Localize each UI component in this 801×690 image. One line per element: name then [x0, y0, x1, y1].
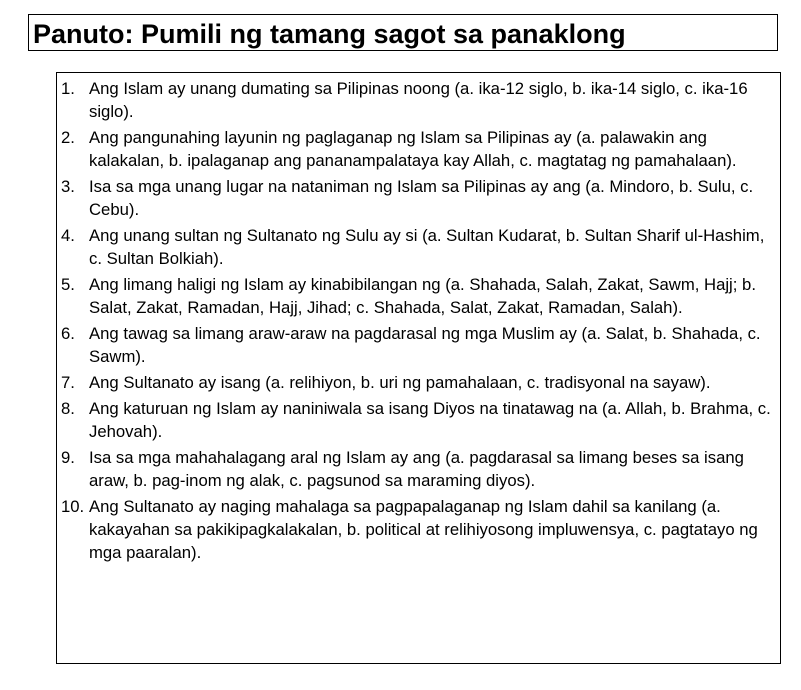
question-item [57, 224, 780, 270]
question-number: 7. [61, 373, 75, 392]
question-number: 5. [61, 275, 75, 294]
instructions-title: Panuto: Pumili ng tamang sagot sa panaklong [33, 19, 626, 49]
question-text: Ang unang sultan ng Sultanato ng Sulu ay si (a. Sultan Kudarat, b. Sultan Sharif ul-Hashim, c. Sultan Bolkiah). [89, 226, 765, 268]
question-number: 2. [61, 128, 75, 147]
question-item [57, 397, 780, 443]
question-item [57, 77, 780, 123]
question-list [57, 73, 780, 564]
question-item [57, 371, 780, 394]
question-number: 6. [61, 324, 75, 343]
question-item [57, 495, 780, 564]
question-number: 10. [61, 497, 85, 516]
question-text: Ang Sultanato ay isang (a. relihiyon, b. uri ng pamahalaan, c. tradisyonal na sayaw). [89, 373, 711, 392]
question-item [57, 126, 780, 172]
question-text: Ang tawag sa limang araw-araw na pagdarasal ng mga Muslim ay (a. Salat, b. Shahada, c. Sawm). [89, 324, 761, 366]
question-text: Ang limang haligi ng Islam ay kinabibilangan ng (a. Shahada, Salah, Zakat, Sawm, Hajj; b. Salat, Zakat, Ramadan, Hajj, Jihad; c. Shahada, Salat, Zakat, Ramadan, Salah). [89, 275, 756, 317]
question-item [57, 322, 780, 368]
question-text: Isa sa mga mahahalagang aral ng Islam ay ang (a. pagdarasal sa limang beses sa isang araw, b. pag-inom ng alak, c. pagsunod sa maraming diyos). [89, 448, 744, 490]
question-number: 1. [61, 79, 75, 98]
question-item [57, 273, 780, 319]
question-text: Ang pangunahing layunin ng paglaganap ng Islam sa Pilipinas ay (a. palawakin ang kalakalan, b. ipalaganap ang pananampalataya kay Allah, c. magtatag ng pamahalaan). [89, 128, 737, 170]
question-number: 4. [61, 226, 75, 245]
instructions-box [28, 14, 778, 51]
question-item [57, 175, 780, 221]
question-item [57, 446, 780, 492]
questions-box [56, 72, 781, 664]
question-number: 3. [61, 177, 75, 196]
question-text: Ang katuruan ng Islam ay naniniwala sa isang Diyos na tinatawag na (a. Allah, b. Brahma, c. Jehovah). [89, 399, 771, 441]
question-number: 9. [61, 448, 75, 467]
question-number: 8. [61, 399, 75, 418]
question-text: Ang Sultanato ay naging mahalaga sa pagpapalaganap ng Islam dahil sa kanilang (a. kakayahan sa pakikipagkalakalan, b. political at relihiyosong impluwensya, c. pagtatayo ng mga paaralan). [89, 497, 758, 562]
question-text: Isa sa mga unang lugar na nataniman ng Islam sa Pilipinas ay ang (a. Mindoro, b. Sulu, c. Cebu). [89, 177, 754, 219]
question-text: Ang Islam ay unang dumating sa Pilipinas noong (a. ika-12 siglo, b. ika-14 siglo, c. ika-16 siglo). [89, 79, 748, 121]
